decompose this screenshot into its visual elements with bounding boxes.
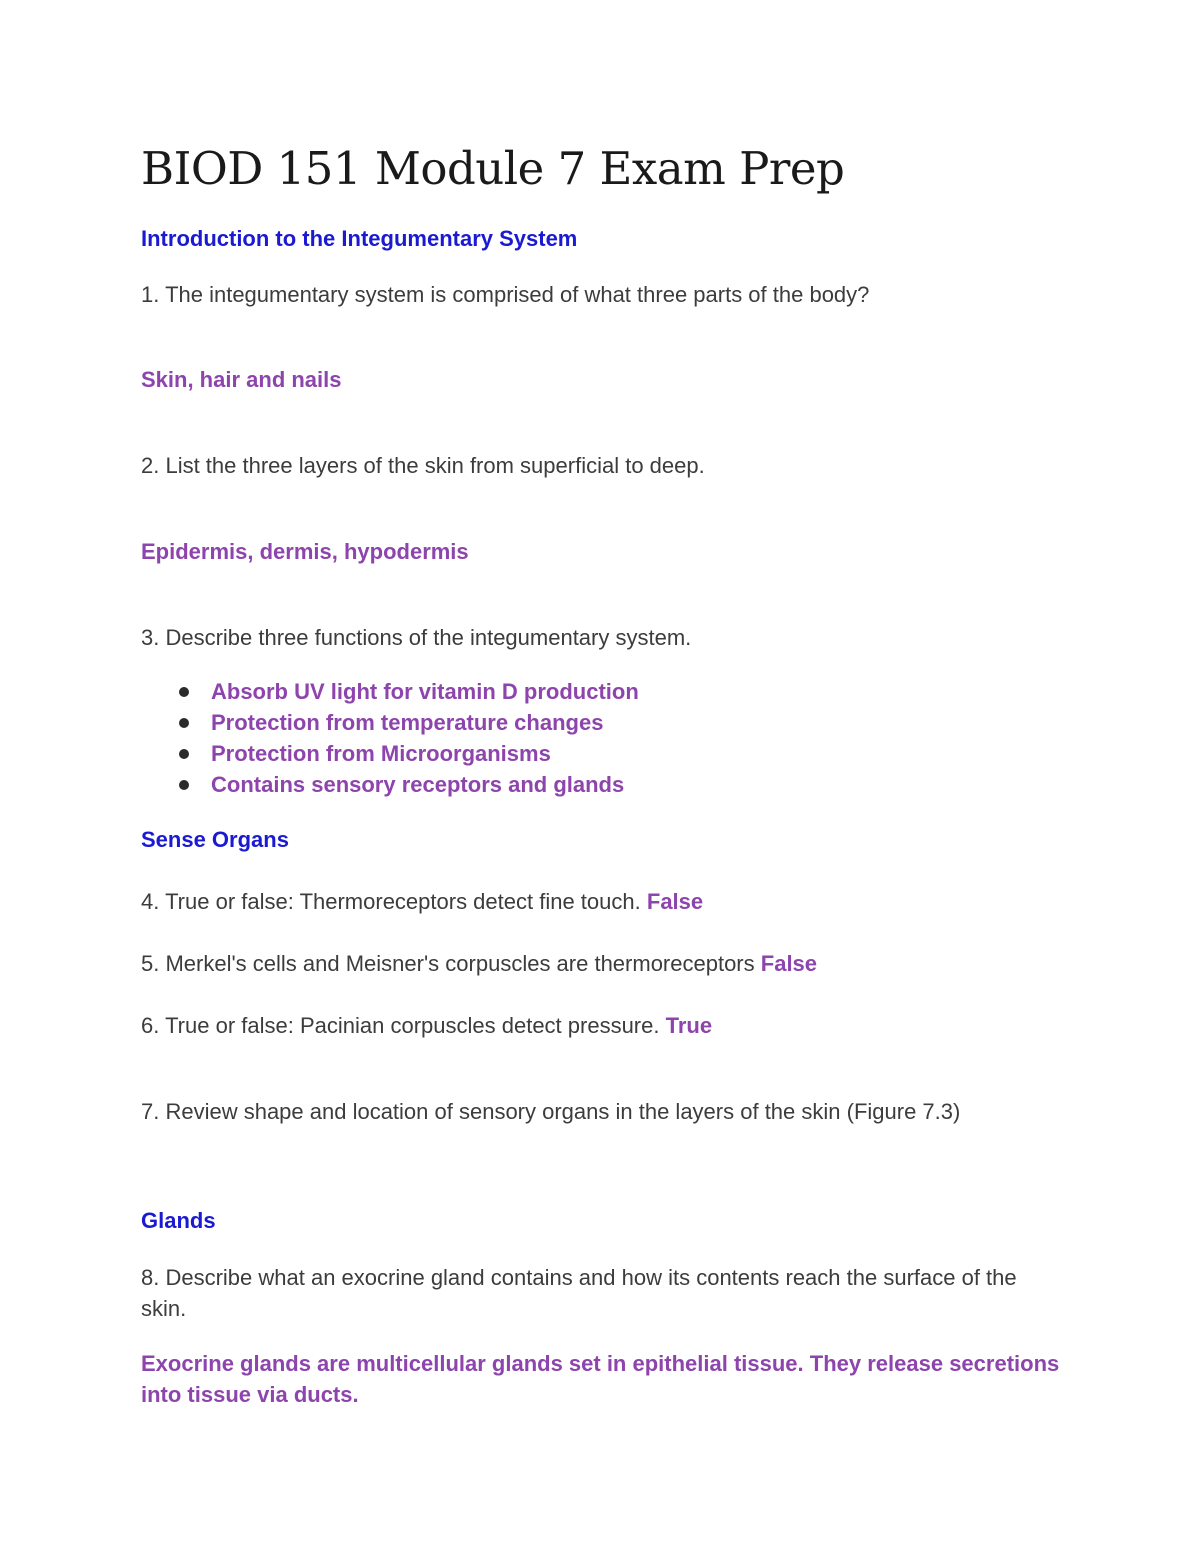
section-heading-sense-organs: Sense Organs — [141, 827, 289, 852]
question-4-text: 4. True or false: Thermoreceptors detect fine touch. — [141, 889, 641, 914]
question-3: 3. Describe three functions of the integumentary system. — [141, 625, 692, 650]
question-6-text: 6. True or false: Pacinian corpuscles detect pressure. — [141, 1013, 660, 1038]
list-item-text: Absorb UV light for vitamin D production — [211, 679, 639, 704]
answer-5: False — [760, 951, 818, 976]
list-item — [141, 707, 639, 738]
list-item-text: Protection from Microorganisms — [211, 741, 551, 766]
answer-1: Skin, hair and nails — [141, 367, 342, 392]
list-item — [141, 769, 639, 800]
list-item-text: Protection from temperature changes — [211, 710, 604, 735]
question-4 — [141, 889, 703, 915]
question-6 — [141, 1013, 712, 1039]
question-5-text: 5. Merkel's cells and Meisner's corpuscles are thermoreceptors — [141, 951, 755, 976]
document-title: BIOD 151 Module 7 Exam Prep — [141, 142, 845, 195]
bullet-icon — [179, 780, 189, 790]
answer-3-list — [141, 676, 639, 800]
section-heading-glands: Glands — [141, 1208, 216, 1233]
question-7: 7. Review shape and location of sensory organs in the layers of the skin (Figure 7.3) — [141, 1099, 961, 1124]
question-1: 1. The integumentary system is comprised of what three parts of the body? — [141, 282, 870, 307]
answer-2: Epidermis, dermis, hypodermis — [141, 539, 469, 564]
bullet-icon — [179, 687, 189, 697]
list-item — [141, 738, 639, 769]
bullet-icon — [179, 749, 189, 759]
question-5 — [141, 951, 817, 977]
list-item-text: Contains sensory receptors and glands — [211, 772, 625, 797]
question-8: 8. Describe what an exocrine gland contains and how its contents reach the surface of the skin. — [141, 1265, 1017, 1321]
answer-4: False — [646, 889, 704, 914]
list-item — [141, 676, 639, 707]
answer-8: Exocrine glands are multicellular glands set in epithelial tissue. They release secretions into tissue via ducts. — [141, 1351, 1060, 1407]
section-heading-intro: Introduction to the Integumentary System — [141, 226, 578, 251]
bullet-icon — [179, 718, 189, 728]
answer-6: True — [665, 1013, 713, 1038]
question-2: 2. List the three layers of the skin from superficial to deep. — [141, 453, 705, 478]
